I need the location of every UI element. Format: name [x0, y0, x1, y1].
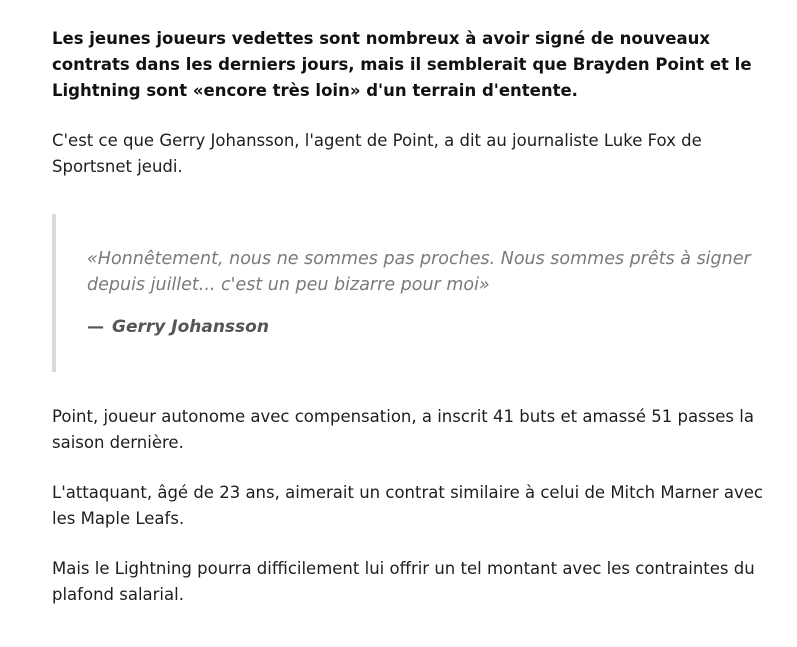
- article-lead: Les jeunes joueurs vedettes sont nombreux à avoir signé de nouveaux contrats dans les derniers jours, mais il semblerait que Brayden Point et le Lightning sont «encore très loin» d'un terrain d'entente.: [52, 29, 752, 100]
- quote-author: Gerry Johansson: [112, 317, 269, 337]
- quote-text: «Honnêtement, nous ne sommes pas proches. Nous sommes prêts à signer depuis juillet... c'est un peu bizarre pour moi»: [87, 249, 751, 295]
- quote-dash: —: [87, 317, 104, 337]
- article-body: [52, 26, 777, 608]
- paragraph-stats: Point, joueur autonome avec compensation, a inscrit 41 buts et amassé 51 passes la saison dernière.: [52, 407, 754, 452]
- blockquote: [52, 214, 777, 372]
- paragraph-agent-statement: C'est ce que Gerry Johansson, l'agent de Point, a dit au journaliste Luke Fox de Sportsnet jeudi.: [52, 131, 702, 176]
- paragraph-salary-cap: Mais le Lightning pourra difficilement lui offrir un tel montant avec les contraintes du plafond salarial.: [52, 559, 755, 604]
- quote-attribution: [87, 314, 777, 340]
- paragraph-contract-wish: L'attaquant, âgé de 23 ans, aimerait un contrat similaire à celui de Mitch Marner avec les Maple Leafs.: [52, 483, 763, 528]
